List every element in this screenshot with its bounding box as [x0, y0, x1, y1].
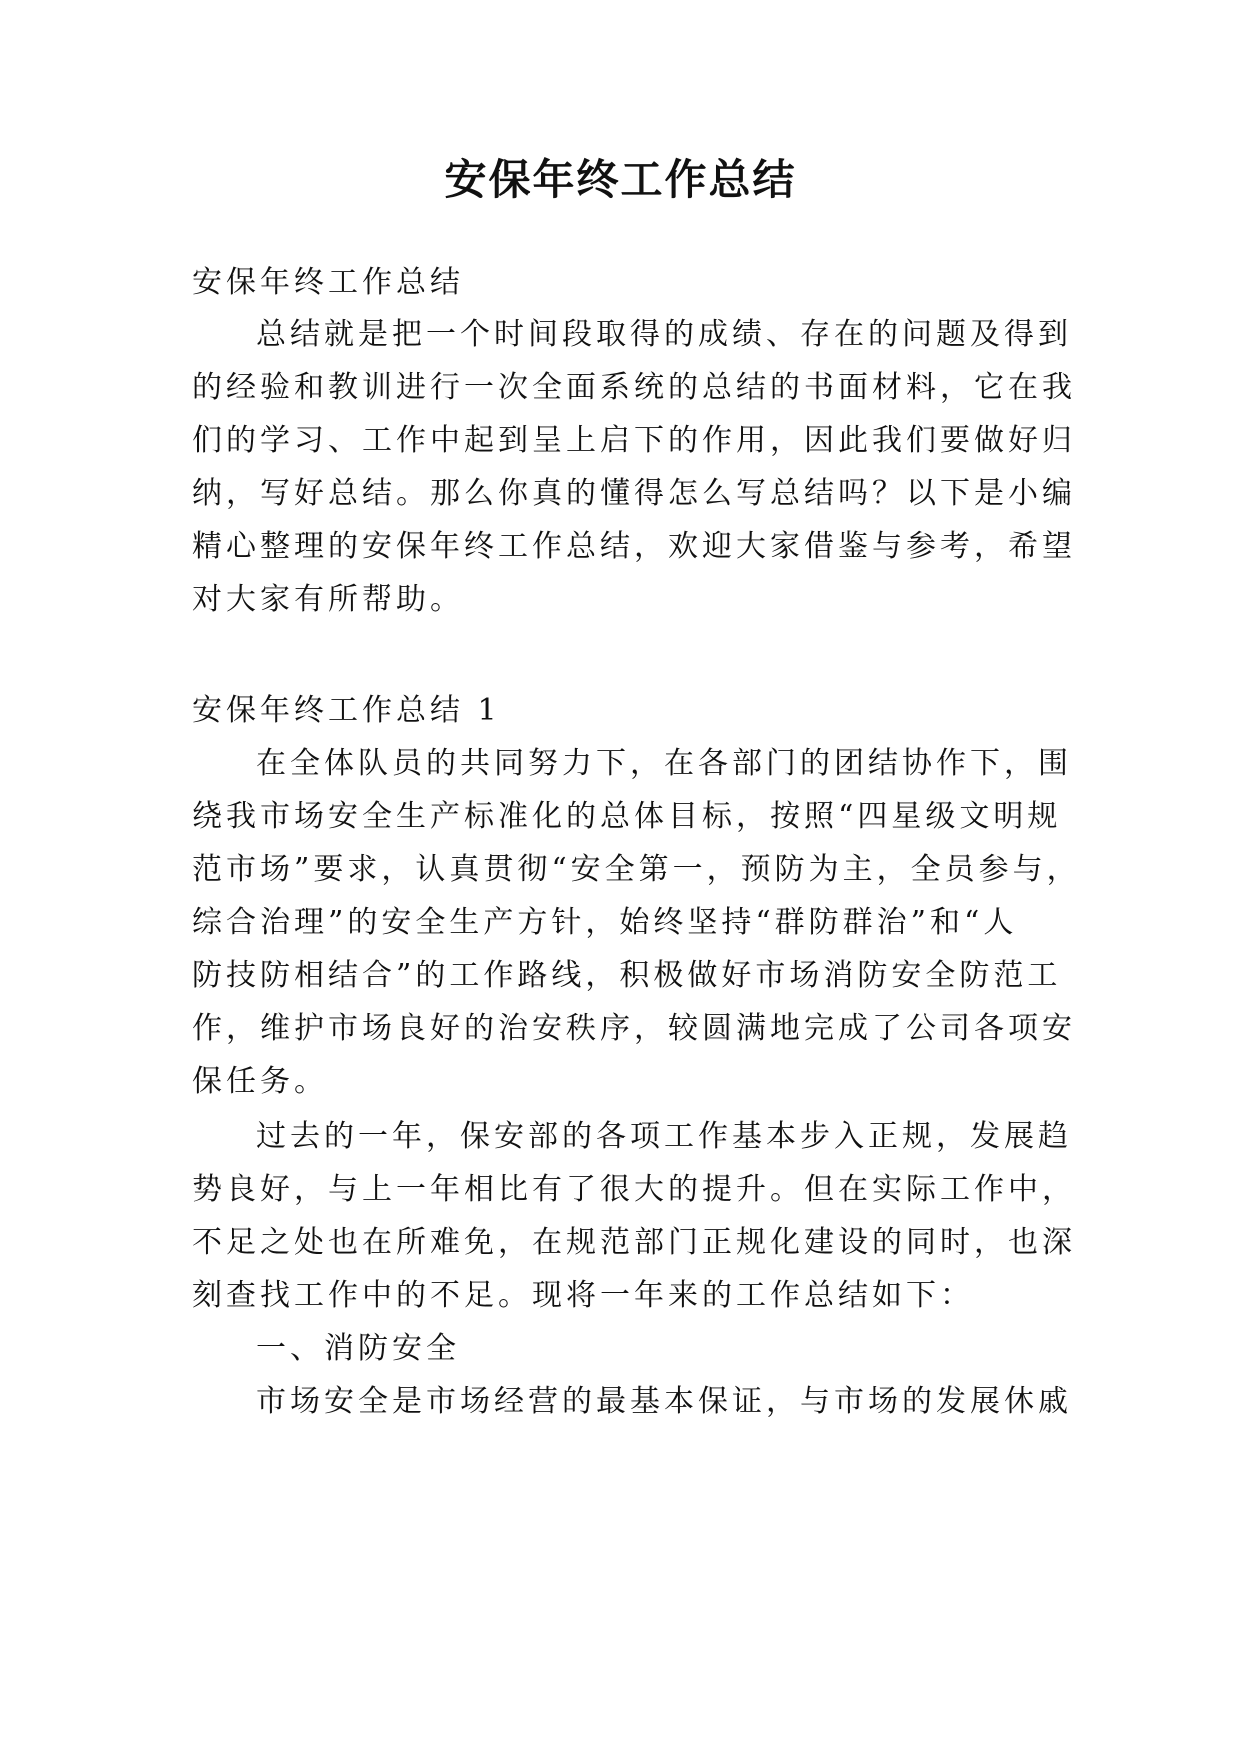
text-line: 在全体队员的共同努力下，在各部门的团结协作下，围: [256, 746, 1072, 781]
text-line: 纳，写好总结。那么你真的懂得怎么写总结吗？以下是小编: [192, 476, 1076, 511]
text-line: 市场安全是市场经营的最基本保证，与市场的发展休戚: [256, 1384, 1072, 1419]
text-line: 对大家有所帮助。: [192, 582, 464, 617]
text-line: 势良好，与上一年相比有了很大的提升。但在实际工作中，: [192, 1172, 1076, 1207]
text-line: 刻查找工作中的不足。现将一年来的工作总结如下：: [192, 1278, 974, 1313]
subsection-heading: 一、消防安全: [256, 1331, 460, 1366]
text-line: 精心整理的安保年终工作总结，欢迎大家借鉴与参考，希望: [192, 529, 1076, 564]
text-line: 过去的一年，保安部的各项工作基本步入正规，发展趋: [256, 1119, 1072, 1154]
text-line: 综合治理”的安全生产方针，始终坚持“群防群治”和“人: [192, 905, 1018, 940]
section-heading: 安保年终工作总结 1: [192, 693, 501, 728]
text-line: 作，维护市场良好的治安秩序，较圆满地完成了公司各项安: [192, 1011, 1076, 1046]
text-line: 的经验和教训进行一次全面系统的总结的书面材料，它在我: [192, 370, 1076, 405]
text-line: 范市场”要求，认真贯彻“安全第一，预防为主，全员参与，: [192, 852, 1081, 887]
text-line: 绕我市场安全生产标准化的总体目标，按照“四星级文明规: [192, 799, 1062, 834]
text-line: 总结就是把一个时间段取得的成绩、存在的问题及得到: [256, 317, 1072, 352]
text-line: 保任务。: [192, 1064, 328, 1099]
document-title: 安保年终工作总结: [444, 155, 797, 204]
text-line: 们的学习、工作中起到呈上启下的作用，因此我们要做好归: [192, 423, 1076, 458]
text-line: 不足之处也在所难免，在规范部门正规化建设的同时，也深: [192, 1225, 1076, 1260]
text-line: 防技防相结合”的工作路线，积极做好市场消防安全防范工: [192, 958, 1062, 993]
subtitle-line: 安保年终工作总结: [192, 265, 464, 300]
